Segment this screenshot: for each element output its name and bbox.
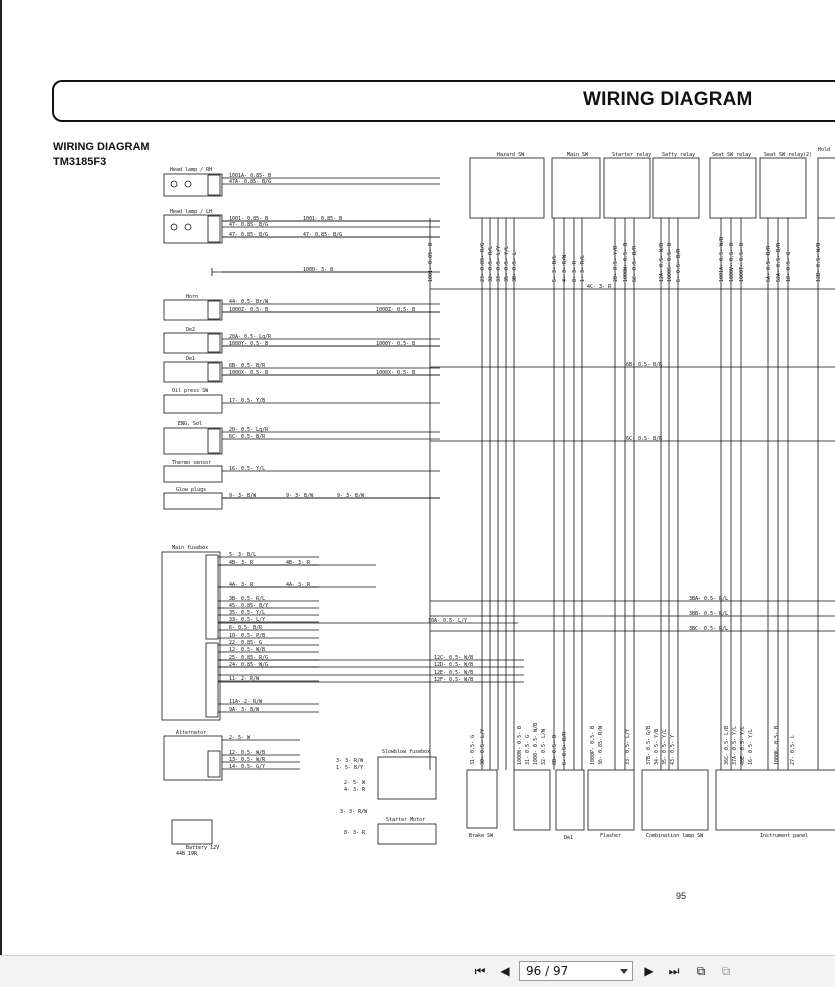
main-sw (552, 158, 600, 218)
fusebox-wire-label: 33- 0.5- L/Y (229, 617, 266, 623)
battery-label: Battery 12V (186, 845, 220, 851)
de2-label: De2 (186, 327, 196, 333)
de1-bottom-label: De1 (564, 835, 574, 841)
alternator-wire-label: 12- 0.5- W/B (229, 750, 266, 756)
last-page-button[interactable] (665, 962, 683, 980)
mid-wire-label: 4C- 3- R (587, 284, 612, 290)
thermo-sensor (164, 466, 222, 482)
bottom-wire-label: 1000- 0.5- W/B (533, 722, 539, 765)
left-wire-label: 20- 0.5- Lg/R (229, 427, 269, 433)
alternator-wire-label: 2- 5- W (229, 735, 251, 741)
alternator-wire-label: 14- 0.5- G/Y (229, 764, 266, 770)
vertical-wire-label: 32- 0.5- R/L (488, 245, 494, 282)
fusebox-wire-label: 4A- 3- R (286, 582, 311, 588)
brake-sw (467, 770, 497, 828)
bottom-wire-label: 40E- 0.5- Y/L (740, 725, 746, 765)
left-wire-label: 9- 3- B/W (229, 493, 257, 499)
vertical-wire-label: 52A- 0.5- B/R (776, 242, 782, 282)
vertical-wire-label: 12B- 0.5- W/B (816, 242, 822, 282)
bottom-wire-label: 43- 0.5- Y (670, 734, 676, 765)
vertical-wire-label: 1000S- 0.5- B (667, 242, 673, 282)
fusebox-wire-label: 12E- 0.5- W/B (434, 670, 474, 676)
vertical-wire-label: 3B- 0.5- L (512, 251, 518, 282)
mid-wire-label: 3BA- 0.5- R/L (689, 596, 729, 602)
left-wire-label: 47- 0.85- B/G (229, 232, 269, 238)
wire-label-group (229, 173, 822, 836)
bottom-wire-label: 8B- 0.5- B (552, 734, 558, 765)
fusebox-wire-label: 4B- 3- R (286, 560, 311, 566)
thermo-sensor-label: Thermo sensor (172, 460, 212, 466)
de2 (164, 333, 222, 353)
starter-relay (604, 158, 650, 218)
vertical-wire-label: 6C- 0.5- B/R (632, 245, 638, 282)
vertical-wire-label: 1001- 0.85- B (428, 242, 434, 282)
left-wire-label: 9- 3- B/W (337, 493, 365, 499)
left-wire-label: 1001- 0.85- B (229, 216, 269, 222)
slowblow-wire-label: 3- 3- R/W (340, 809, 368, 815)
first-page-icon: ⏮ (474, 963, 486, 978)
oil-press-sw-label: Oil press SW (172, 388, 209, 394)
seat-sw-relay-2 (760, 158, 806, 218)
model-number: TM3185F3 (53, 156, 107, 168)
flasher-label: Flasher (600, 833, 622, 839)
seat-sw-relay2-label: Seat SW relay(2) (764, 152, 813, 158)
fusebox-wire-label: 11- 2- R/W (229, 676, 260, 682)
starter-motor-label: Starter Motor (386, 817, 426, 823)
fusebox-wire-label: 30A- 0.5- L/Y (428, 618, 468, 624)
previous-page-button[interactable] (496, 962, 514, 980)
horn (164, 300, 222, 320)
page-select-value: 96 / 97 (526, 964, 569, 978)
fusebox-wire-label: 9A- 3- B/W (229, 707, 260, 713)
copy-icon: ⧉ (696, 963, 706, 978)
bottom-wire-label: 16- 0.5- Y/L (748, 728, 754, 765)
bottom-wire-label: 31- 0.5- G (470, 734, 476, 765)
bottom-wire-label: 36- 0.85- R/W (598, 725, 604, 765)
slowblow-fusebox-label: Slowblow fusebox (382, 749, 431, 755)
alternator-label: Alternator (176, 730, 207, 736)
vertical-wire-label: 33- 0.5- L/Y (496, 245, 502, 282)
left-wire-label: 1001A- 0.85- B (229, 173, 272, 179)
left-wire-label: 16- 0.5- Y/L (229, 466, 266, 472)
vertical-wire-label: 1001A- 0.5- W/B (719, 236, 725, 282)
left-wire-label: 1000- 3- B (303, 267, 334, 273)
vertical-wire-label: 1000W- 0.5- B (623, 242, 629, 282)
left-wire-label: 1000Y- 0.5- B (229, 341, 269, 347)
bottom-wire-label: 37B- 0.5- G/B (646, 725, 652, 765)
slowblow-wire-label: 3- 3- R/W (336, 758, 364, 764)
flasher (588, 770, 634, 830)
fusebox-wire-label: 45- 0.85- B/Y (229, 603, 269, 609)
left-wire-label: 1000Y- 0.5- B (376, 341, 416, 347)
slowblow-fusebox (378, 757, 436, 799)
left-wire-label: 47- 0.85- B/G (303, 232, 343, 238)
combination-lamp-sw (642, 770, 708, 830)
eng-sol (164, 428, 222, 454)
fusebox-wire-label: 22- 0.85- G (229, 640, 263, 646)
vertical-wire-label: 18- 0.5- G (786, 251, 792, 282)
slowblow-wire-label: 8- 3- R (344, 830, 366, 836)
starter-motor (378, 824, 436, 844)
main-fusebox-label: Main fusebox (172, 545, 209, 551)
hazard-sw-label: Hazard SW (497, 152, 525, 158)
horn-label: Horn (186, 294, 199, 300)
hazard-sw (470, 158, 544, 218)
alternator-wire-label: 13- 0.5- W/R (229, 757, 266, 763)
bottom-wire-label: 34- 0.5- Y/B (654, 728, 660, 765)
glow-plugs (164, 493, 222, 509)
left-wire-label: 6B- 0.5- B/R (229, 363, 266, 369)
fusebox-wire-label: 11A- 2- R/W (229, 699, 263, 705)
slowblow-wire-label: 4- 3- R (344, 787, 366, 793)
bottom-wire-label: 1000N- 0.5- B (517, 725, 523, 765)
glow-plugs-label: Glow plugs (176, 487, 207, 493)
mid-wire-label: 3BC- 0.5- R/L (689, 626, 729, 632)
fusebox-wire-label: 12- 0.5- W/B (229, 647, 266, 653)
de1-connector (556, 770, 584, 830)
diagram-title: WIRING DIAGRAM (53, 141, 150, 153)
left-wire-label: 47A- 0.85- B/G (229, 179, 272, 185)
fusebox-wire-label: 3B- 0.5- R/L (229, 596, 266, 602)
vertical-wire-label: 4- 3- R/W (562, 254, 568, 282)
timer-unit-connector (514, 770, 550, 830)
left-wire-label: 1001- 0.85- B (303, 216, 343, 222)
next-page-button[interactable] (640, 962, 658, 980)
bottom-wire-label: 33- 0.5- L/Y (625, 728, 631, 765)
left-wire-label: 9- 3- B/W (286, 493, 314, 499)
slowblow-wire-label: 1- 5- B/Y (336, 765, 364, 771)
safty-relay (653, 158, 699, 218)
bottom-wire-label: 30- 0.5- L/Y (480, 728, 486, 765)
previous-page-icon: ◀ (500, 964, 510, 978)
battery (172, 820, 212, 844)
alternator (164, 736, 222, 780)
hold-relay (818, 158, 835, 218)
hold-label: Hold (818, 147, 831, 153)
seat-sw-relay-label: Seat SW relay (712, 152, 752, 158)
fusebox-wire-label: 4A- 3- R (229, 582, 254, 588)
bottom-wire-label: 37A- 0.5- Y/L (732, 725, 738, 765)
bottom-wire-label: 27- 0.5- L (790, 734, 796, 765)
vertical-wire-label: 1- 3- R/L (580, 254, 586, 282)
head-lamp-lh-label: Head lamp / LH (170, 209, 213, 215)
left-wire-label: 1000Z- 0.5- B (376, 307, 416, 313)
left-wire-label: 6C- 0.5- B/R (229, 434, 266, 440)
bottom-wire-label: 36C- 0.5- L/B (724, 725, 730, 765)
page-number: 95 (676, 891, 687, 901)
brake-sw-label: Brake SW (469, 833, 494, 839)
left-wire-label: 20A- 0.5- Lg/R (229, 334, 272, 340)
vertical-wire-label: 5- 3- B/L (552, 254, 558, 282)
copy-page-button[interactable] (692, 962, 710, 980)
bottom-wire-label: 1000P- 0.5- B (590, 725, 596, 765)
vertical-wire-label: 28- 0.5- Y/B (613, 245, 619, 282)
last-page-icon: ⏭ (668, 963, 680, 978)
page-select[interactable] (519, 961, 633, 981)
oil-press-sw (164, 395, 222, 413)
vertical-wire-label: 8- 3- R (572, 260, 578, 282)
left-wire-label: 1000X- 0.5- B (376, 370, 416, 376)
eng-sol-label: ENG. Sol (178, 421, 203, 427)
bottom-wire-label: 32- 0.5- L/W (541, 728, 547, 765)
left-wire-label: 44- 0.5- Br/W (229, 299, 269, 305)
left-wire-label: 17- 0.5- Y/B (229, 398, 266, 404)
vertical-wire-label: 1000V- 0.5- B (729, 242, 735, 282)
instrument-panel-label: Instrument panel (760, 833, 809, 839)
first-page-button[interactable] (471, 962, 489, 980)
de1 (164, 362, 222, 382)
battery-spec: 44B 19R (176, 851, 198, 857)
left-wire-label: 1000X- 0.5- B (229, 370, 269, 376)
fusebox-wire-label: 5- 3- B/L (229, 552, 257, 558)
fusebox-wire-label: 6- 0.5- B/R (229, 625, 263, 631)
vertical-wire-label: 12A- 0.5- W/B (659, 242, 665, 282)
fusebox-wire-label: 25- 0.85- R/G (229, 655, 269, 661)
slowblow-wire-label: 2- 5- W (344, 780, 366, 786)
vertical-wire-label: 6A- 0.5- B/R (766, 245, 772, 282)
vertical-wire-label: 35- 0.5- Y/L (504, 245, 510, 282)
chevron-down-icon (620, 969, 628, 974)
main-sw-label: Main SW (567, 152, 589, 158)
fusebox-wire-label: 4B- 3- R (229, 560, 254, 566)
header-title: WIRING DIAGRAM (583, 89, 753, 110)
mid-wire-label: 6C- 0.5- B/R (626, 436, 663, 442)
fusebox-wire-label: 10- 0.5- P/B (229, 633, 266, 639)
left-wire-label: 1000Z- 0.5- B (229, 307, 269, 313)
fusebox-wire-label: 12F- 0.5- W/B (434, 677, 474, 683)
instrument-panel (716, 770, 835, 830)
fusebox-wire-label: 12C- 0.5- W/B (434, 655, 474, 661)
vertical-wire-label: 23- 0.85- R/G (480, 242, 486, 282)
seat-sw-relay (710, 158, 756, 218)
fusebox-wire-label: 12D- 0.5- W/B (434, 662, 474, 668)
mid-wire-label: 3BB- 0.5- R/L (689, 611, 729, 617)
fusebox-wire-label: 24- 0.85- W/G (229, 662, 269, 668)
bottom-wire-label: 35- 0.5- Y/L (662, 728, 668, 765)
vertical-wire-label: 1000T- 0.5- B (739, 242, 745, 282)
paste-icon: ⧉ (721, 963, 731, 978)
head-lamp-lh (164, 215, 222, 243)
mid-wire-label: 6B- 0.5- B/R (626, 362, 663, 368)
head-lamp-rh (164, 174, 222, 196)
de1-label: De1 (186, 356, 196, 362)
next-page-icon: ▶ (644, 964, 654, 978)
vertical-wire-label: 6- 0.5- B/R (676, 248, 682, 282)
main-fusebox (162, 552, 220, 720)
combination-lamp-sw-label: Combination lamp SW (646, 833, 704, 839)
head-lamp-rh-label: Head lamp / RH (170, 167, 213, 173)
left-wire-label: 47- 0.85- B/G (229, 222, 269, 228)
fusebox-wire-label: 35- 0.5- Y/L (229, 610, 266, 616)
bottom-wire-label: 31- 0.5- G (525, 734, 531, 765)
bottom-wire-label: 1000K- 0.5- B (774, 725, 780, 765)
paste-page-button[interactable] (717, 962, 735, 980)
safty-relay-label: Safty relay (662, 152, 696, 158)
starter-relay-label: Starter relay (612, 152, 652, 158)
bottom-wire-label: 6- 0.5- B/R (562, 731, 568, 765)
